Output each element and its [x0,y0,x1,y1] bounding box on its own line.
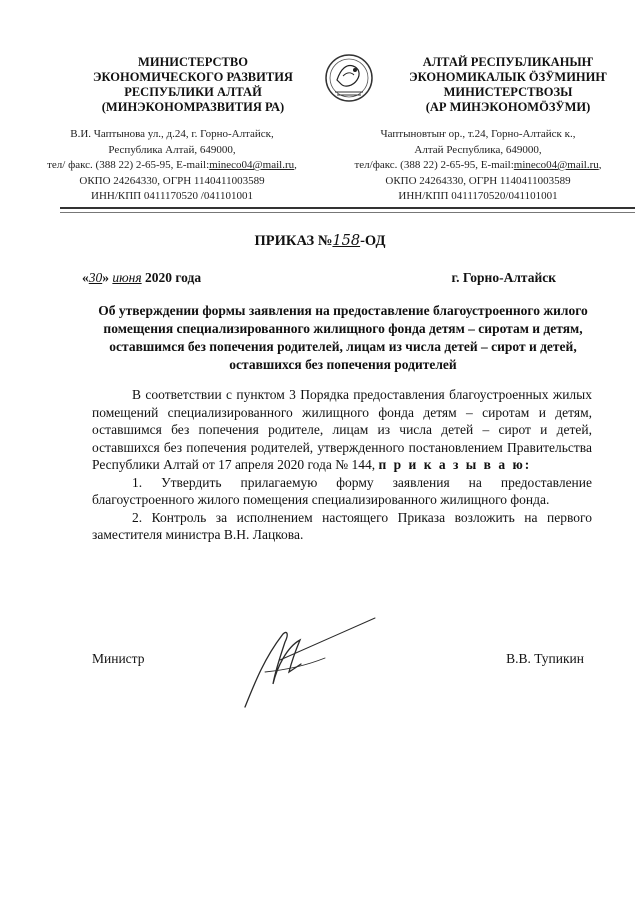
header-left-line: (МИНЭКОНОМРАЗВИТИЯ РА) [101,100,285,114]
order-directive: п р и к а з ы в а ю: [378,457,532,472]
header-divider-thin [60,212,635,213]
header-left-line: ЭКОНОМИЧЕСКОГО РАЗВИТИЯ [93,70,293,84]
date-month: июня [112,270,142,285]
order-number: 158 [332,233,361,249]
address-line: Чаптыновтыҥ ор., т.24, Горно-Алтайск к., [380,128,576,140]
address-right [328,127,628,205]
header-left-ministry-name [68,55,318,115]
phone-fax: тел/ факс. (388 22) 2-65-95, E-mail: [47,159,210,171]
signatory-role: Министр [92,651,145,666]
body-paragraph: 2. Контроль за исполнением настоящего Приказа возложить на первого заместителя министра В.Н. Лацкова. [92,509,592,542]
date-day: 30 [88,270,103,285]
handwritten-signature-icon [225,612,385,712]
address-contact-line [22,158,322,174]
order-city: г. Горно-Алтайск [451,270,556,285]
preamble-text: В соответствии с пунктом 3 Порядка предоставления благоустроенных жилых помещений специализированного жилищного фонда детям – сиротам и детям, оставшимся без попечения родителе, лицам из числа детей – сирот и детей, оставшихся без попечения родителей, утвержденного постановлением Правительства Республики Алтай от 17 апреля 2020 года № 144, [92,387,592,472]
address-line: В.И. Чаптынова ул., д.24, г. Горно-Алтайск, [70,128,274,140]
address-line: ИНН/КПП 0411170520/041101001 [398,190,558,202]
order-date [82,270,201,286]
header-right-ministry-name [383,55,633,115]
header-right-line: ЭКОНОМИКАЛЫК ӦЗӰМИНИҤ [409,70,607,84]
date-close-quote: » [102,270,109,285]
email-link[interactable]: mineco04@mail.ru [513,159,599,171]
punctuation: , [598,159,602,171]
header-left-line: МИНИСТЕРСТВО [138,55,248,69]
date-year: 2020 года [145,270,202,285]
order-subject: Об утверждении формы заявления на предоставление благоустроенного жилого помещения специализированного жилищного фонда детям – сиротам и детям, оставшимся без попечения родителей, лицам из числа детей – сирот и детей, оставшихся без попечения родителей [98,303,588,372]
date-open-quote: « [82,270,89,285]
body-paragraph: 1. Утвердить прилагаемую форму заявления на предоставление благоустроенного жилого помещения специализированного жилищного фонда. [92,474,592,507]
order-title [0,233,640,250]
punctuation: , [294,159,297,171]
address-line: Алтай Республика, 649000, [414,143,542,156]
email-link[interactable]: mineco04@mail.ru [209,159,295,171]
signatory-name: В.В. Тупикин [506,651,584,666]
address-left [22,127,322,205]
header-right-line: АЛТАЙ РЕСПУБЛИКАНЫҤ [422,55,594,69]
header-left-line: РЕСПУБЛИКИ АЛТАЙ [124,85,262,99]
address-line: Республика Алтай, 649000, [108,143,236,156]
order-suffix: -ОД [360,233,386,249]
order-body [92,386,592,544]
address-line: ИНН/КПП 0411170520 /041101001 [91,190,253,202]
header-divider [60,207,635,209]
address-line: ОКПО 24264330, ОГРН 1140411003589 [385,174,571,187]
header-right-line: МИНИСТЕРСТВОЗЫ [443,85,573,99]
order-prefix: ПРИКАЗ № [254,233,333,249]
address-line: ОКПО 24264330, ОГРН 1140411003589 [79,174,265,187]
phone-fax: тел/факс. (388 22) 2-65-95, E-mail: [354,159,514,171]
body-paragraph [92,386,592,474]
address-contact-line [328,158,628,174]
header-right-line: (АР МИНЭКОНОМӦЗӰМИ) [425,100,591,114]
republic-emblem-icon [323,50,375,106]
